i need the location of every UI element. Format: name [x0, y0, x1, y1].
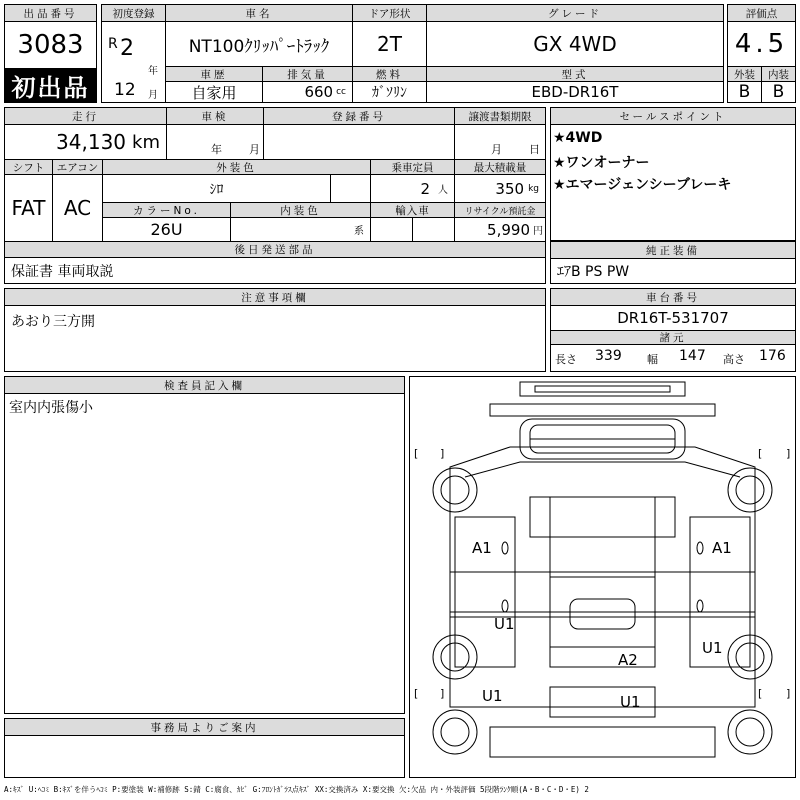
aircon: AC [53, 175, 103, 241]
reg-cell [102, 22, 166, 102]
body-color: ｼﾛ [103, 175, 331, 202]
sales-points-box [550, 107, 796, 241]
regno-cell [264, 125, 455, 159]
grade: GX 4WD [533, 32, 617, 56]
import-cell-2 [413, 218, 455, 241]
dims-header: 諸元 [551, 330, 795, 345]
capacity-header: 乗車定員 [371, 159, 455, 175]
lot-header: 出品番号 [5, 5, 96, 22]
transfer-month: 月 [491, 143, 502, 156]
ext-header: 外装 [728, 66, 762, 82]
transfer-cell [455, 125, 545, 159]
mileage-cell [5, 125, 167, 159]
car-name: NT100ｸﾘｯﾊﾟｰﾄﾗｯｸ [166, 22, 353, 66]
displacement-unit: cc [336, 87, 346, 97]
ext-grade: B [728, 82, 762, 102]
svg-text:[: [ [758, 447, 763, 460]
import-header: 輸入車 [371, 202, 455, 218]
damage-mark-a1-left: A1 [472, 539, 492, 557]
office-box [4, 718, 405, 778]
damage-mark-u1-left-rear: U1 [482, 687, 503, 705]
shift: FAT [5, 175, 53, 241]
import-cell-1 [371, 218, 413, 241]
score-box [727, 4, 796, 103]
shift-header: シフト [5, 159, 53, 175]
score-header: 評価点 [728, 5, 795, 22]
load-unit: kg [528, 183, 539, 194]
equipment-header: 純正装備 [551, 242, 795, 259]
vehicle-diagram [410, 377, 795, 777]
svg-text:]: ] [786, 687, 791, 700]
sales-point-2: ★ワンオーナー [553, 155, 650, 171]
inspect-header: 車検 [167, 108, 264, 125]
capacity-unit: 人 [438, 185, 448, 196]
inspect-cell [167, 125, 264, 159]
lot-box [4, 4, 97, 103]
recycle-header: リサイクル預託金 [455, 202, 545, 218]
color-number: 26U [103, 218, 231, 241]
dims-row [551, 345, 795, 371]
length: 339 [595, 348, 622, 364]
damage-mark-u1-right: U1 [702, 639, 723, 657]
history: 自家用 [166, 82, 263, 102]
chassis-header: 車台番号 [551, 289, 795, 306]
height: 176 [759, 348, 786, 364]
reg-year: 2 [120, 36, 134, 61]
disp-header: 排気量 [263, 66, 353, 82]
regno-header: 登録番号 [264, 108, 455, 125]
lot-number: 3083 [17, 30, 84, 60]
name-header: 車名 [166, 5, 353, 22]
sales-point-3: ★エマージェンシーブレーキ [553, 177, 732, 193]
fuel: ｶﾞｿﾘﾝ [353, 82, 427, 102]
color-extra-cell [331, 175, 371, 202]
displacement: 660 [304, 83, 334, 101]
height-label: 高さ [723, 353, 745, 366]
equipment: ｴｱB PS PW [557, 264, 630, 280]
door-header: ドア形状 [353, 5, 427, 22]
model-header: 型式 [427, 66, 723, 82]
svg-text:]: ] [440, 447, 445, 460]
damage-diagram-box [409, 376, 796, 778]
caution-header: 注意事項欄 [5, 289, 545, 306]
load-header: 最大積載量 [455, 159, 545, 175]
details-box [4, 107, 546, 284]
sales-point-1: ★4WD [553, 130, 603, 146]
caution: あおり三方開 [11, 314, 95, 330]
door-type: 2T [353, 22, 427, 66]
capacity-cell [371, 175, 455, 202]
recycle-unit: 円 [533, 226, 543, 237]
later-parts-header: 後日発送部品 [5, 241, 545, 258]
svg-text:[: [ [414, 687, 419, 700]
model-code: EBD-DR16T [531, 83, 619, 101]
width-label: 幅 [647, 353, 658, 366]
colorno-header: カラーNo. [103, 202, 231, 218]
int-grade: B [772, 82, 785, 102]
sales-points-header: セールスポイント [551, 108, 795, 125]
office-header: 事務局よりご案内 [5, 719, 404, 736]
fuel-header: 燃料 [353, 66, 427, 82]
damage-mark-u1-rear: U1 [620, 693, 641, 711]
svg-text:]: ] [786, 447, 791, 460]
reg-header: 初度登録 [102, 5, 166, 22]
recycle-fee: 5,990 [487, 220, 530, 239]
damage-mark-a1-right: A1 [712, 539, 732, 557]
equipment-box [550, 241, 796, 284]
load-cell [455, 175, 545, 202]
ac-header: エアコン [53, 159, 103, 175]
legend: A:ｷｽﾞ U:ﾍｺﾐ B:ｷｽﾞを伴うﾍｺﾐ P:要塗装 W:補修跡 S:錆 C:腐食、ｶﾋﾞ G:ﾌﾛﾝﾄｶﾞﾗｽ点ｷｽﾞ XX:交換済み X:要交換 欠:欠品 内・外装評価 5段階ﾗﾝｸ順(A・B・C・D・E) 2 [4, 785, 589, 794]
chassis-number: DR16T-531707 [617, 309, 729, 327]
grade-header: グレード [427, 5, 723, 22]
caution-box [4, 288, 546, 372]
svg-text:[: [ [758, 687, 763, 700]
inspector-notes: 室内内張傷小 [9, 400, 93, 416]
transfer-day: 日 [529, 143, 540, 156]
history-header: 車歴 [166, 66, 263, 82]
first-listing-badge: 初出品 [5, 68, 96, 102]
mileage-unit: km [132, 131, 160, 153]
length-label: 長さ [555, 353, 577, 366]
month-suffix: 月 [148, 90, 158, 101]
int-header: 内装 [762, 66, 795, 82]
svg-text:]: ] [440, 687, 445, 700]
damage-mark-a2: A2 [618, 651, 638, 669]
mileage: 34,130 [56, 130, 127, 154]
displacement-cell [263, 82, 353, 102]
inspect-month: 月 [249, 143, 260, 156]
capacity: 2 [420, 179, 430, 198]
recycle-cell [455, 218, 545, 241]
color-header: 外装色 [103, 159, 371, 175]
width: 147 [679, 348, 706, 364]
inspector-header: 検査員記入欄 [5, 377, 404, 394]
svg-text:[: [ [414, 447, 419, 460]
later-parts: 保証書 車両取説 [11, 263, 114, 280]
inspector-box [4, 376, 405, 714]
transfer-header: 譲渡書類期限 [455, 108, 545, 125]
year-suffix: 年 [148, 66, 158, 77]
vehicle-info-box [101, 4, 724, 103]
reg-era: R [108, 36, 118, 52]
score: 4.5 [734, 29, 789, 59]
mileage-header: 走行 [5, 108, 167, 125]
chassis-box [550, 288, 796, 372]
interior-color-cell [231, 218, 371, 241]
interior-color-unit: 系 [354, 226, 364, 237]
load: 350 [495, 179, 525, 198]
inspect-year: 年 [211, 143, 222, 156]
intcolor-header: 内装色 [231, 202, 371, 218]
reg-month: 12 [114, 80, 136, 100]
damage-mark-u1-center: U1 [494, 615, 515, 633]
